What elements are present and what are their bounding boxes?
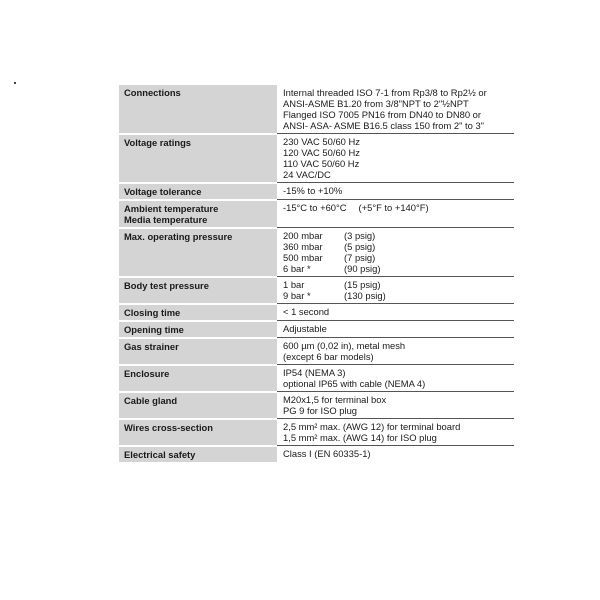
- spec-label: [119, 85, 277, 134]
- spec-value: [277, 338, 514, 365]
- spec-value-text: 360 mbar: [283, 241, 323, 252]
- spec-value: [277, 183, 514, 200]
- spec-row: [119, 304, 514, 321]
- spec-label: [119, 304, 277, 321]
- spec-value-line: [283, 306, 514, 317]
- spec-row: [119, 134, 514, 183]
- spec-value-line: [283, 252, 514, 263]
- spec-value-line: [283, 98, 514, 109]
- spec-value-line: [283, 136, 514, 147]
- spec-value-text: IP54 (NEMA 3): [283, 367, 346, 378]
- spec-value-line: [283, 158, 514, 169]
- spec-value-text: Flanged ISO 7005 PN16 from DN40 to DN80 or: [283, 109, 482, 120]
- spec-label-text: Closing time: [124, 306, 181, 318]
- spec-value-line: [283, 87, 514, 98]
- spec-label-text: Media temperature: [124, 213, 208, 225]
- spec-value-secondary: (15 psig): [344, 279, 381, 290]
- spec-value: [277, 134, 514, 183]
- spec-value-line: [283, 290, 514, 301]
- spec-value-secondary: (3 psig): [344, 230, 376, 241]
- spec-row: [119, 321, 514, 338]
- spec-label: [119, 134, 277, 183]
- spec-value-line: [283, 169, 514, 180]
- spec-value: [277, 200, 514, 228]
- spec-value-text: -15°C to +60°C: [283, 202, 347, 213]
- spec-label: [119, 338, 277, 365]
- spec-value-text: 1,5 mm² max. (AWG 14) for ISO plug: [283, 432, 437, 443]
- spec-row: [119, 277, 514, 304]
- spec-row: [119, 419, 514, 446]
- spec-value-text: Class I (EN 60335-1): [283, 448, 371, 459]
- spec-value-line: [283, 202, 514, 213]
- spec-row: [119, 183, 514, 200]
- spec-value: [277, 304, 514, 321]
- spec-value-line: [283, 109, 514, 120]
- spec-label: [119, 321, 277, 338]
- spec-value-text: 500 mbar: [283, 252, 323, 263]
- spec-label-text: Enclosure: [124, 367, 170, 379]
- spec-value-text: PG 9 for ISO plug: [283, 405, 357, 416]
- spec-label-text: Opening time: [124, 323, 184, 335]
- spec-value: [277, 392, 514, 419]
- stray-dot: [14, 82, 16, 84]
- spec-value-text: optional IP65 with cable (NEMA 4): [283, 378, 426, 389]
- spec-value-line: [283, 367, 514, 378]
- spec-value-text: 6 bar *: [283, 263, 311, 274]
- spec-value-line: [283, 323, 514, 334]
- spec-value-line: [283, 263, 514, 274]
- spec-value-secondary: (90 psig): [344, 263, 381, 274]
- spec-label-text: Gas strainer: [124, 340, 179, 352]
- spec-value: [277, 85, 514, 134]
- spec-label: [119, 200, 277, 228]
- spec-value-line: [283, 230, 514, 241]
- spec-value-text: 2,5 mm² max. (AWG 12) for terminal board: [283, 421, 461, 432]
- spec-label: [119, 446, 277, 463]
- spec-value-line: [283, 351, 514, 362]
- spec-value-line: [283, 432, 514, 443]
- spec-value-secondary: (130 psig): [344, 290, 386, 301]
- spec-value-text: 600 µm (0,02 in), metal mesh: [283, 340, 406, 351]
- spec-value: [277, 365, 514, 392]
- spec-label: [119, 277, 277, 304]
- spec-value-text: M20x1,5 for terminal box: [283, 394, 387, 405]
- spec-value-line: [283, 241, 514, 252]
- spec-value-line: [283, 421, 514, 432]
- spec-label-text: Cable gland: [124, 394, 178, 406]
- spec-label: [119, 392, 277, 419]
- spec-value-text: (except 6 bar models): [283, 351, 374, 362]
- spec-value-text: 230 VAC 50/60 Hz: [283, 136, 360, 147]
- spec-value-text: < 1 second: [283, 306, 330, 317]
- spec-label-text: Electrical safety: [124, 448, 196, 460]
- spec-value-line: [283, 340, 514, 351]
- spec-value-secondary: (+5°F to +140°F): [358, 202, 429, 213]
- spec-row: [119, 228, 514, 277]
- spec-value-line: [283, 147, 514, 158]
- spec-row: [119, 85, 514, 134]
- spec-value: [277, 419, 514, 446]
- spec-value-text: 9 bar *: [283, 290, 311, 301]
- spec-row: [119, 392, 514, 419]
- spec-value-text: 120 VAC 50/60 Hz: [283, 147, 360, 158]
- spec-label-text: Wires cross-section: [124, 421, 214, 433]
- spec-label-text: Voltage tolerance: [124, 185, 202, 197]
- spec-value-line: [283, 120, 514, 131]
- spec-value-line: [283, 185, 514, 196]
- spec-value-text: Internal threaded ISO 7-1 from Rp3/8 to Rp2½ or: [283, 87, 487, 98]
- spec-value-text: ANSI-ASME B1.20 from 3/8"NPT to 2"½NPT: [283, 98, 469, 109]
- spec-value-secondary: (5 psig): [344, 241, 376, 252]
- spec-value: [277, 228, 514, 277]
- spec-row: [119, 365, 514, 392]
- spec-value: [277, 321, 514, 338]
- spec-label: [119, 228, 277, 277]
- spec-label: [119, 419, 277, 446]
- spec-value-secondary: (7 psig): [344, 252, 376, 263]
- spec-label: [119, 365, 277, 392]
- spec-row: [119, 338, 514, 365]
- spec-table: [119, 85, 514, 464]
- spec-value-text: -15% to +10%: [283, 185, 343, 196]
- spec-label-text: Max. operating pressure: [124, 230, 233, 242]
- spec-value-text: 110 VAC 50/60 Hz: [283, 158, 360, 169]
- spec-label: [119, 183, 277, 200]
- spec-value: [277, 277, 514, 304]
- spec-value-text: Adjustable: [283, 323, 327, 334]
- spec-value-line: [283, 448, 514, 459]
- spec-value-line: [283, 378, 514, 389]
- spec-value-line: [283, 279, 514, 290]
- spec-label-text: Ambient temperature: [124, 202, 219, 214]
- spec-value-text: 1 bar: [283, 279, 305, 290]
- spec-row: [119, 200, 514, 228]
- spec-value: [277, 446, 514, 463]
- spec-value-text: ANSI- ASA- ASME B16.5 class 150 from 2" to 3": [283, 120, 485, 131]
- spec-label-text: Body test pressure: [124, 279, 209, 291]
- spec-label-text: Connections: [124, 87, 181, 98]
- spec-value-text: 24 VAC/DC: [283, 169, 331, 180]
- spec-value-text: 200 mbar: [283, 230, 323, 241]
- spec-label-text: Voltage ratings: [124, 136, 192, 148]
- spec-value-line: [283, 405, 514, 416]
- spec-value-line: [283, 394, 514, 405]
- spec-row: [119, 446, 514, 463]
